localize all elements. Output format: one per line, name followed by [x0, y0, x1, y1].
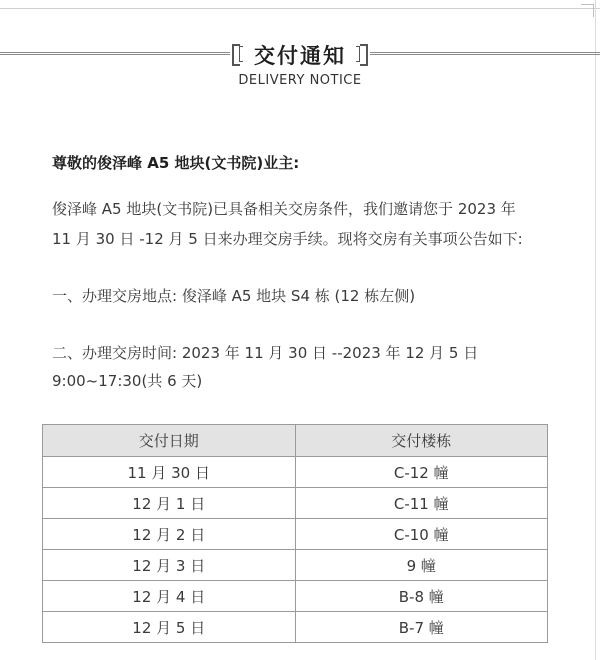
page-top-border [0, 8, 600, 9]
table-header-row [43, 425, 548, 457]
intro-line-2: 11 月 30 日 -12 月 5 日来办理交房手续。现将交房有关事项公告如下: [52, 230, 523, 248]
delivery-date-cell: 12 月 5 日 [43, 612, 296, 643]
table-row [43, 519, 548, 550]
table-row [43, 488, 548, 519]
delivery-date-cell: 12 月 3 日 [43, 550, 296, 581]
header-delivery-building: 交付楼栋 [295, 425, 548, 457]
delivery-schedule-table [42, 424, 548, 643]
delivery-building-cell: C-12 幢 [295, 457, 548, 488]
table-row [43, 612, 548, 643]
delivery-date-cell: 12 月 2 日 [43, 519, 296, 550]
salutation: 尊敬的俊泽峰 A5 地块(文书院)业主: [52, 154, 300, 172]
table-row [43, 550, 548, 581]
delivery-date-cell: 12 月 4 日 [43, 581, 296, 612]
delivery-building-cell: B-7 幢 [295, 612, 548, 643]
delivery-building-cell: C-10 幢 [295, 519, 548, 550]
table-row [43, 581, 548, 612]
location-item: 一、办理交房地点: 俊泽峰 A5 地块 S4 栋 (12 栋左侧) [52, 287, 416, 305]
notice-title: 交付通知 [254, 44, 346, 68]
delivery-building-cell: 9 幢 [295, 550, 548, 581]
delivery-building-cell: C-11 幢 [295, 488, 548, 519]
notice-subtitle: DELIVERY NOTICE [238, 73, 362, 88]
table-row [43, 457, 548, 488]
delivery-date-cell: 12 月 1 日 [43, 488, 296, 519]
page-right-border [595, 0, 596, 660]
time-item-line-1: 二、办理交房时间: 2023 年 11 月 30 日 --2023 年 12 月 5 日 [52, 344, 479, 362]
delivery-date-cell: 11 月 30 日 [43, 457, 296, 488]
delivery-building-cell: B-8 幢 [295, 581, 548, 612]
time-item-line-2: 9:00~17:30(共 6 天) [52, 372, 203, 390]
corner-mark [581, 4, 594, 17]
header-delivery-date: 交付日期 [43, 425, 296, 457]
intro-line-1: 俊泽峰 A5 地块(文书院)已具备相关交房条件，我们邀请您于 2023 年 [52, 200, 516, 218]
